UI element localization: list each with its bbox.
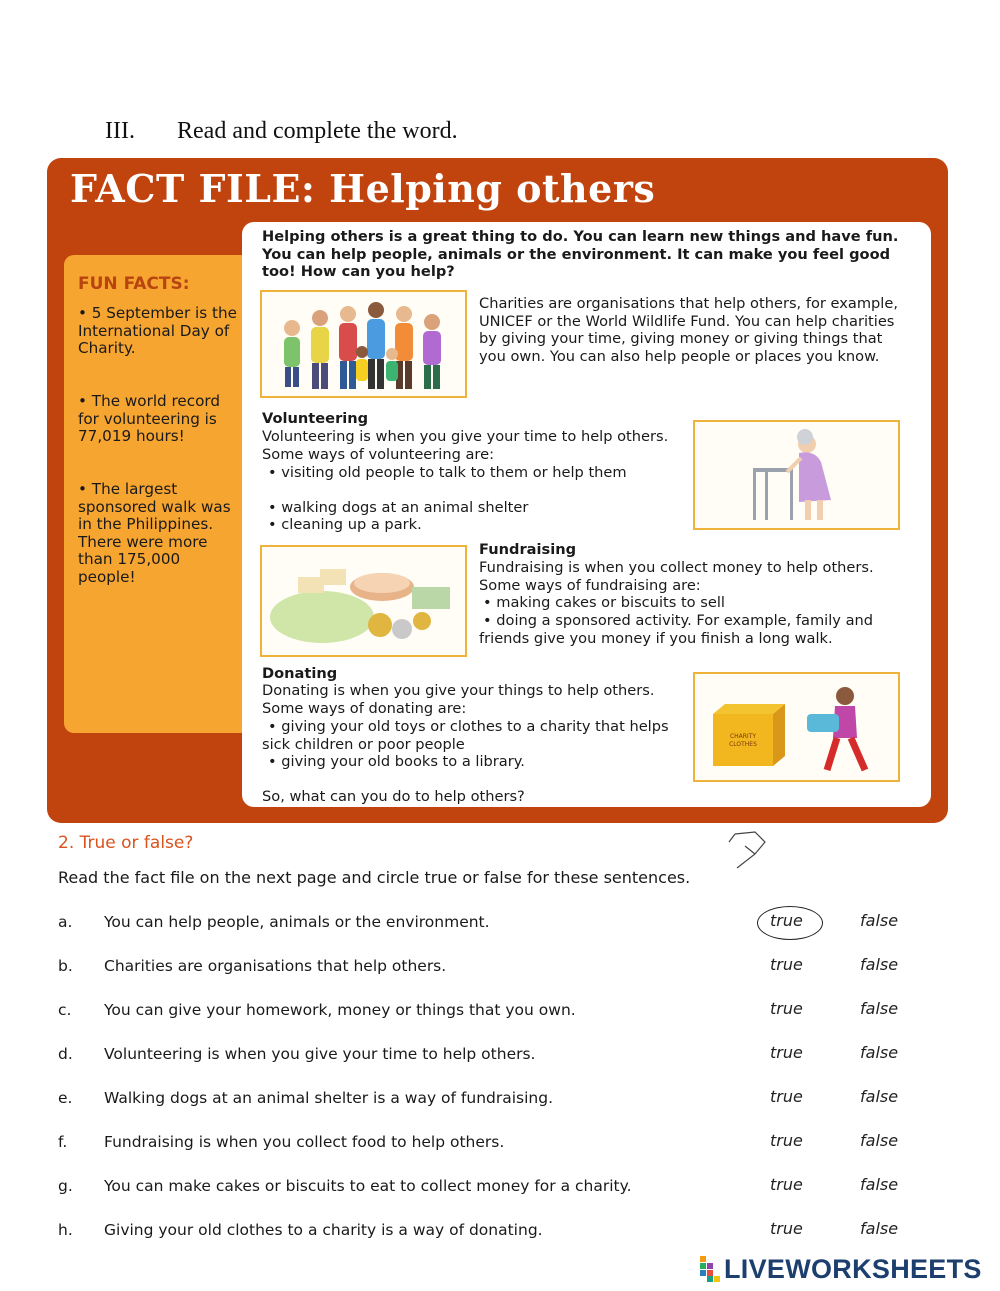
- question-row: [0, 913, 1000, 939]
- volunteering-heading: Volunteering: [262, 410, 369, 427]
- fundraising-bullet: • doing a sponsored activity. For example, family and friends give you money if you finish a long walk.: [479, 612, 874, 647]
- question-letter: b.: [58, 957, 73, 975]
- question-text: Charities are organisations that help others.: [104, 957, 447, 975]
- false-option[interactable]: false: [860, 1043, 899, 1062]
- question-row: [0, 1133, 1000, 1159]
- liveworksheets-logo: [700, 1254, 982, 1284]
- false-option[interactable]: false: [860, 1175, 899, 1194]
- true-option[interactable]: true: [770, 1043, 803, 1062]
- question-row: [0, 1045, 1000, 1071]
- true-option[interactable]: true: [770, 911, 803, 930]
- exercise-instruction: Read and complete the word.: [177, 118, 458, 144]
- question-letter: h.: [58, 1221, 73, 1239]
- true-option[interactable]: true: [770, 1087, 803, 1106]
- donating-heading: Donating: [262, 665, 338, 682]
- logo-text: LIVEWORKSHEETS: [724, 1253, 982, 1284]
- question-row: [0, 1001, 1000, 1027]
- true-false-instruction: Read the fact file on the next page and circle true or false for these sentences.: [58, 868, 691, 887]
- charities-paragraph: Charities are organisations that help others, for example, UNICEF or the World Wildlife Fund. You can help charities by giving your time, giving money or giving things that you own. You can also help people or places you know.: [479, 295, 898, 365]
- false-option[interactable]: false: [860, 1131, 899, 1150]
- true-option[interactable]: true: [770, 1131, 803, 1150]
- donating-text: Donating is when you give your things to help others. Some ways of donating are:: [262, 682, 655, 717]
- question-letter: e.: [58, 1089, 73, 1107]
- question-text: You can make cakes or biscuits to eat to collect money for a charity.: [104, 1177, 632, 1195]
- donating-bullet: • giving your old toys or clothes to a charity that helps sick children or poor people: [262, 718, 669, 753]
- pencil-doodle: [725, 828, 785, 874]
- closing-question: So, what can you do to help others?: [262, 788, 525, 805]
- donating-bullet: • giving your old books to a library.: [268, 753, 525, 770]
- true-false-title: 2. True or false?: [58, 833, 194, 853]
- elderly-with-walker-image: [693, 420, 900, 530]
- question-text: Fundraising is when you collect food to help others.: [104, 1133, 505, 1151]
- question-row: [0, 957, 1000, 983]
- cakes-and-coins-image: [260, 545, 467, 657]
- fun-fact-item: • The world record for volunteering is 77,019 hours!: [78, 392, 221, 446]
- volunteering-text: Volunteering is when you give your time to help others. Some ways of volunteering are:: [262, 428, 669, 463]
- question-text: You can give your homework, money or things that you own.: [104, 1001, 576, 1019]
- question-letter: g.: [58, 1177, 73, 1195]
- question-row: [0, 1089, 1000, 1115]
- false-option[interactable]: false: [860, 955, 899, 974]
- false-option[interactable]: false: [860, 1087, 899, 1106]
- question-letter: a.: [58, 913, 73, 931]
- true-option[interactable]: true: [770, 999, 803, 1018]
- box-label-line1: CHARITY: [729, 733, 757, 740]
- volunteering-bullet: • walking dogs at an animal shelter: [268, 499, 529, 516]
- fun-fact-item: • The largest sponsored walk was in the Philippines. There were more than 175,000 people!: [78, 480, 231, 586]
- fact-file-title: FACT FILE: Helping others: [70, 166, 656, 211]
- true-option[interactable]: true: [770, 955, 803, 974]
- volunteering-bullet: • cleaning up a park.: [268, 516, 422, 533]
- donation-box-image: [693, 672, 900, 782]
- question-text: Walking dogs at an animal shelter is a way of fundraising.: [104, 1089, 554, 1107]
- exercise-number: III.: [105, 118, 135, 144]
- question-text: Giving your old clothes to a charity is a way of donating.: [104, 1221, 543, 1239]
- true-option[interactable]: true: [770, 1219, 803, 1238]
- question-text: You can help people, animals or the environment.: [104, 913, 490, 931]
- fundraising-text: Fundraising is when you collect money to help others. Some ways of fundraising are:: [479, 559, 874, 594]
- question-row: [0, 1177, 1000, 1203]
- box-label-line2: CLOTHES: [729, 741, 757, 748]
- fact-file-intro: Helping others is a great thing to do. You can learn new things and have fun. You can help people, animals or the environment. It can make you feel good too! How can you help?: [262, 228, 899, 281]
- fun-fact-item: • 5 September is the International Day of Charity.: [78, 304, 237, 358]
- false-option[interactable]: false: [860, 911, 899, 930]
- false-option[interactable]: false: [860, 1219, 899, 1238]
- fundraising-bullet: • making cakes or biscuits to sell: [483, 594, 725, 611]
- volunteering-bullet: • visiting old people to talk to them or help them: [268, 464, 627, 481]
- question-text: Volunteering is when you give your time to help others.: [104, 1045, 536, 1063]
- question-letter: c.: [58, 1001, 72, 1019]
- false-option[interactable]: false: [860, 999, 899, 1018]
- question-letter: d.: [58, 1045, 73, 1063]
- logo-blocks-icon: [700, 1256, 724, 1282]
- question-letter: f.: [58, 1133, 68, 1151]
- question-row: [0, 1221, 1000, 1247]
- fundraising-heading: Fundraising: [479, 541, 577, 558]
- fun-facts-title: FUN FACTS:: [78, 274, 190, 294]
- exercise-heading: [105, 118, 458, 145]
- true-option[interactable]: true: [770, 1175, 803, 1194]
- answer-circle: [757, 906, 823, 940]
- group-of-people-image: [260, 290, 467, 398]
